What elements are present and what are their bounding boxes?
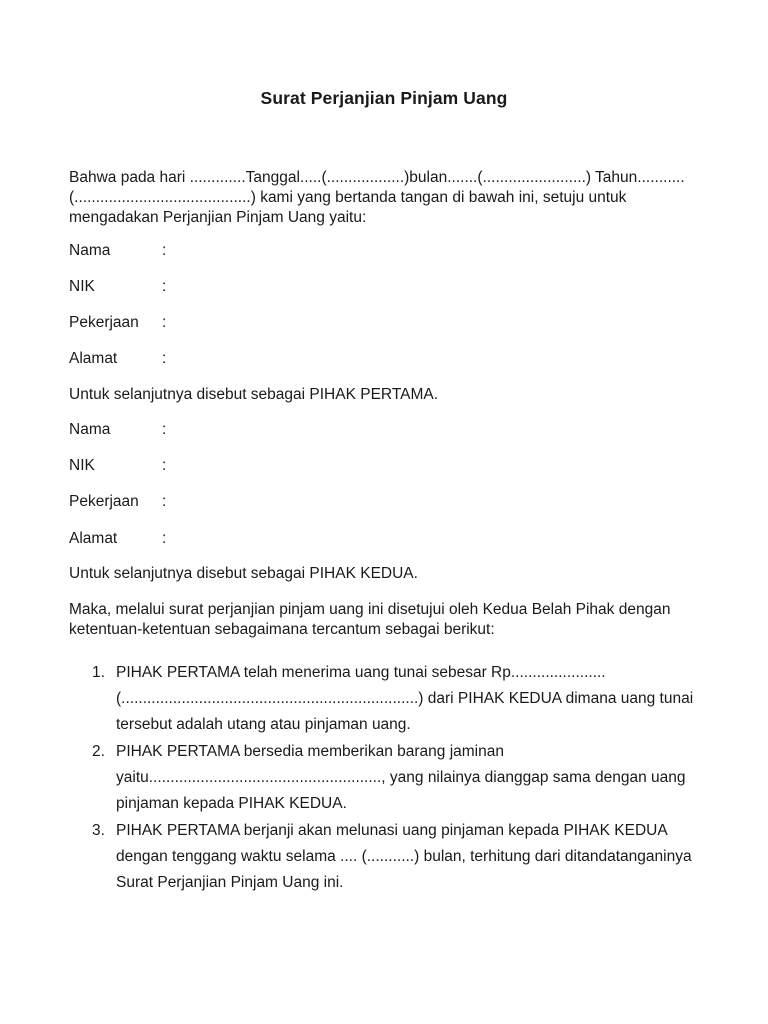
party1-field-pekerjaan (69, 313, 166, 333)
term-number: 3. (92, 822, 105, 839)
field-colon: : (162, 314, 167, 331)
term-text: PIHAK PERTAMA telah menerima uang tunai sebesar Rp...................... (.....................................................................) dari PIHAK KEDUA dimana uang tunai tersebut adalah utang atau pinjaman uang. (116, 664, 694, 733)
term-item (69, 739, 709, 817)
party1-field-nama (69, 241, 166, 261)
party1-field-nik (69, 277, 166, 297)
field-colon: : (162, 278, 167, 295)
term-item (69, 818, 709, 896)
field-label: Alamat (69, 350, 118, 367)
intro-paragraph: Bahwa pada hari .............Tanggal.....(..................)bulan.......(........................) Tahun...........(.........................................) kami yang bertanda tangan di bawah ini, setuju untuk mengadakan Perjanjian Pinjam Uang yaitu: (69, 169, 685, 226)
party2-field-alamat (69, 529, 166, 549)
agreement-intro: Maka, melalui surat perjanjian pinjam uang ini disetujui oleh Kedua Belah Pihak dengan ketentuan-ketentuan sebagaimana tercantum sebagai berikut: (69, 601, 671, 638)
term-text: PIHAK PERTAMA berjanji akan melunasi uang pinjaman kepada PIHAK KEDUA dengan tenggang waktu selama .... (...........) bulan, terhitung dari ditandatanganinya Surat Perjanjian Pinjam Uang ini. (116, 822, 692, 891)
field-colon: : (162, 493, 167, 510)
field-colon: : (162, 421, 167, 438)
term-number: 1. (92, 664, 105, 681)
party2-closing: Untuk selanjutnya disebut sebagai PIHAK KEDUA. (69, 565, 418, 582)
terms-list (69, 660, 709, 896)
field-colon: : (162, 530, 167, 547)
party1-field-alamat (69, 349, 166, 369)
field-label: Pekerjaan (69, 493, 139, 510)
party2-field-nik (69, 456, 166, 476)
field-colon: : (162, 350, 167, 367)
field-label: NIK (69, 278, 95, 295)
field-label: Nama (69, 242, 111, 259)
term-item (69, 660, 709, 738)
party2-field-nama (69, 420, 166, 440)
term-text: PIHAK PERTAMA bersedia memberikan barang jaminan yaitu......................................................, yang nilainya dianggap sama dengan uang pinjaman kepada PIHAK KEDUA. (116, 743, 686, 812)
field-label: Alamat (69, 530, 118, 547)
field-colon: : (162, 457, 167, 474)
field-label: Nama (69, 421, 111, 438)
field-label: Pekerjaan (69, 314, 139, 331)
party2-field-pekerjaan (69, 492, 166, 512)
party1-closing: Untuk selanjutnya disebut sebagai PIHAK PERTAMA. (69, 386, 439, 403)
field-colon: : (162, 242, 167, 259)
field-label: NIK (69, 457, 95, 474)
document-title: Surat Perjanjian Pinjam Uang (260, 88, 508, 108)
term-number: 2. (92, 743, 105, 760)
